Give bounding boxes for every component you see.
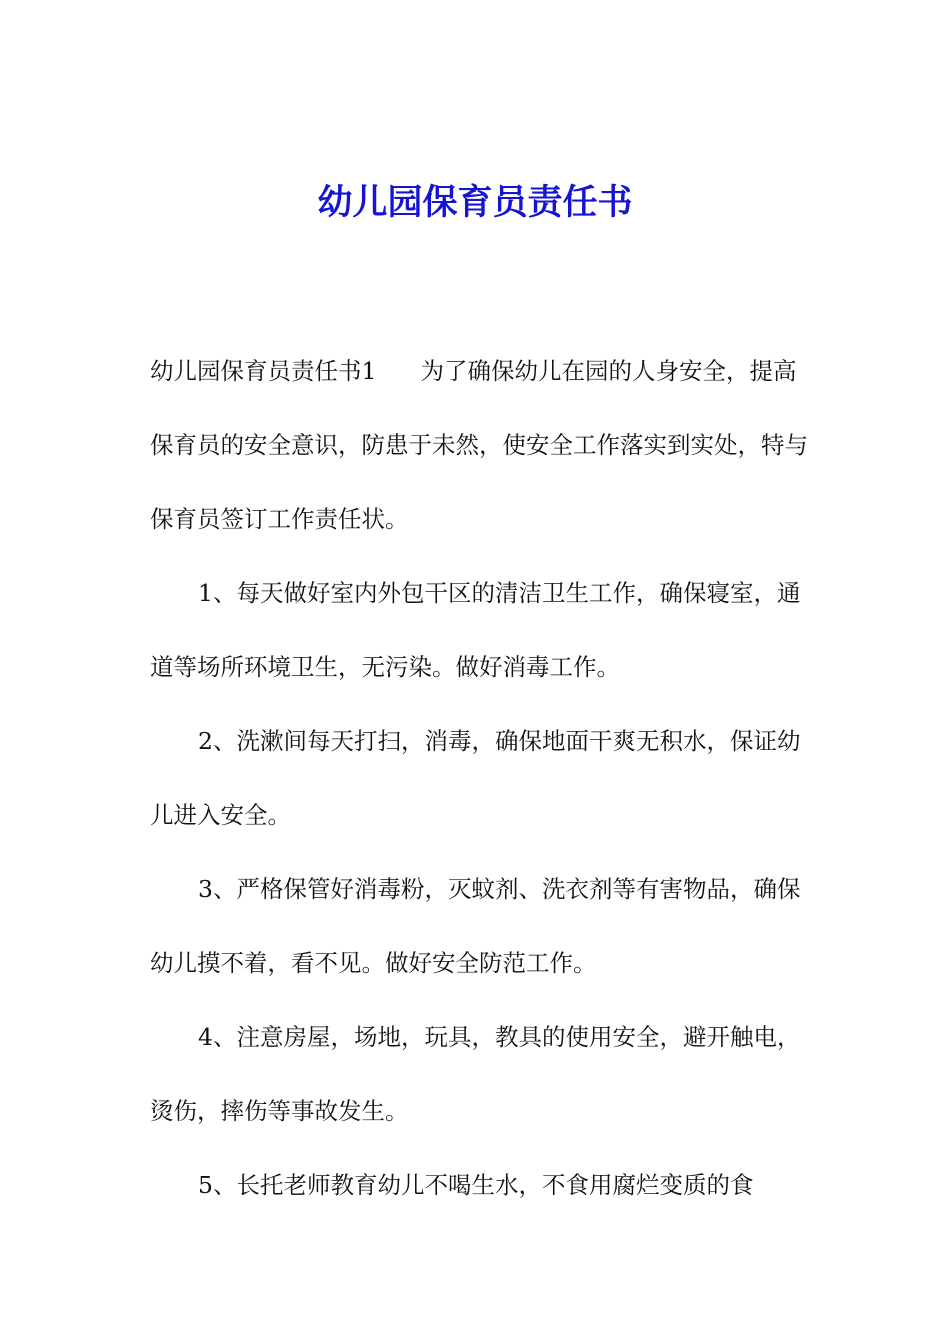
document-body	[150, 334, 810, 1222]
list-item-1: 1、每天做好室内外包干区的清洁卫生工作，确保寝室，通道等场所环境卫生，无污染。做好消毒工作。	[150, 579, 801, 681]
document-title: 幼儿园保育员责任书	[317, 182, 633, 223]
list-item-2: 2、洗漱间每天打扫，消毒，确保地面干爽无积水，保证幼儿进入安全。	[150, 727, 801, 829]
intro-heading: 幼儿园保育员责任书1	[150, 357, 377, 385]
list-item-4: 4、注意房屋，场地，玩具，教具的使用安全，避开触电，烫伤，摔伤等事故发生。	[150, 1023, 801, 1125]
list-item-5: 5、长托老师教育幼儿不喝生水，不食用腐烂变质的食	[198, 1171, 754, 1199]
intro-text: 为了确保幼儿在园的人身安全，提高保育员的安全意识，防患于未然，使安全工作落实到实处，特与保育员签订工作责任状。	[150, 357, 808, 533]
intro-paragraph	[150, 334, 810, 556]
list-item-3: 3、严格保管好消毒粉，灭蚊剂、洗衣剂等有害物品，确保幼儿摸不着，看不见。做好安全防范工作。	[150, 875, 801, 977]
